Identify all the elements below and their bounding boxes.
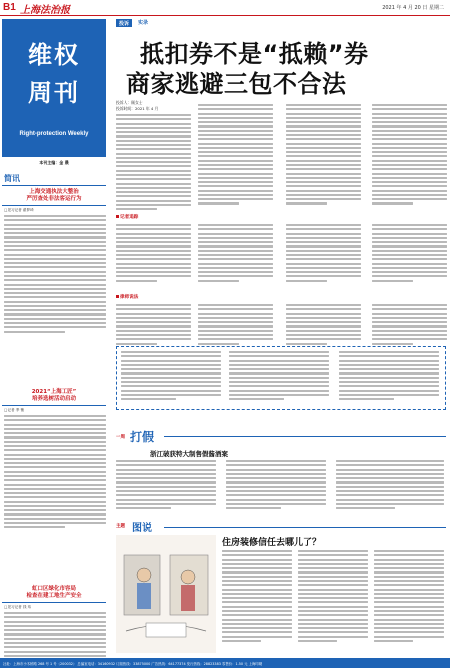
brand-title-line1: 维权: [28, 41, 80, 69]
body-text-column: [336, 460, 444, 511]
body-text-column: [116, 460, 216, 511]
divider: [2, 405, 106, 406]
brief-headline-1: 上海交通执法大整治 严厉查处非法客运行为: [26, 189, 82, 203]
body-text-column: [121, 351, 221, 402]
main-headline-line1: 抵扣券不是“抵赖”券: [140, 40, 369, 68]
main-headline-line2: 商家逃避三包不合法: [126, 70, 347, 98]
body-text-column: [116, 224, 191, 284]
body-text-column: [298, 550, 368, 644]
divider: [2, 205, 106, 206]
page-number: B1: [3, 2, 16, 13]
divider: [2, 185, 106, 186]
body-text-column: [198, 104, 273, 207]
section-label-theme: 主题: [116, 524, 125, 529]
page-footer: 社址：上海市小木桥路 268 号 1 号（200032） 总编室电话：34160932 订阅热线：33875000 广告热线：64177374 发行热线：28823383 零售价：1.50 元 上海印刷: [0, 658, 450, 668]
brief-headline-3: 虹口区绿化市容局 检查在建工地生产安全: [26, 586, 82, 600]
body-text-column: [286, 224, 361, 284]
divider: [164, 527, 446, 528]
complaint-byline: 投诉人：顾女士 投诉时间：2021 年 4 月: [116, 100, 159, 111]
body-text-column: [226, 460, 326, 511]
brief-headline-2: 2021“上海工匠” 培养选树活动启动: [31, 389, 77, 403]
body-text-column: [286, 304, 361, 347]
body-text-column: [116, 114, 191, 212]
weekly-brand-box: [2, 19, 106, 157]
body-text-column: [372, 304, 447, 347]
brief-byline-2: □记者 季 衡: [4, 408, 25, 412]
brief-news-label: 简讯: [4, 174, 20, 183]
section-label-weekly: 一周: [116, 435, 125, 440]
brief-byline-1: □见习记者 翟梦琦: [4, 208, 34, 212]
section-label-anti-fake: 打假: [130, 430, 155, 444]
lawyer-quote-box: [116, 346, 446, 410]
chief-editor: 本刊主编：金 晨: [39, 160, 69, 165]
subhead-text: 记者追踪: [120, 215, 139, 220]
divider: [164, 436, 446, 437]
subhead-lawyer-view: [116, 294, 138, 300]
body-text-column: [372, 224, 447, 284]
brand-english-subtitle: Right-protection Weekly: [19, 131, 89, 137]
cartoon-image: [116, 535, 216, 653]
left-column: [0, 17, 110, 657]
anti-fake-headline: 浙江破获特大制售假酱酒案: [150, 450, 228, 458]
body-text-column: [372, 104, 447, 207]
renovation-headline: 住房装修信任去哪儿了？: [222, 538, 322, 548]
cartoon-illustration: [116, 535, 216, 653]
body-text-column: [286, 104, 361, 207]
body-text-column: [198, 304, 273, 347]
divider: [2, 602, 106, 603]
square-bullet-icon: [116, 295, 119, 298]
section-tag: 投诉: [116, 19, 132, 27]
body-text-column: [198, 224, 273, 284]
brand-title-line2: 周刊: [28, 79, 80, 107]
square-bullet-icon: [116, 215, 119, 218]
subhead-text: 律师说法: [120, 295, 139, 300]
body-text-column: [374, 550, 444, 644]
body-text-block: [4, 215, 106, 335]
body-text-block: [4, 415, 106, 531]
brief-byline-3: □见习记者 钱 玮: [4, 605, 32, 609]
issue-date: 2021 年 4 月 20 日 星期二: [382, 5, 444, 11]
subhead-reporter-tracking: [116, 214, 138, 220]
body-text-column: [339, 351, 439, 402]
body-text-column: [229, 351, 329, 402]
masthead-logo: 上海法治报: [20, 5, 70, 16]
body-text-column: [116, 304, 191, 347]
body-text-block: [4, 612, 106, 663]
section-label-picture-story: 图说: [132, 523, 152, 534]
body-text-column: [222, 550, 292, 644]
page-header: [0, 0, 450, 16]
section-tag-suffix: 实录: [138, 20, 149, 26]
